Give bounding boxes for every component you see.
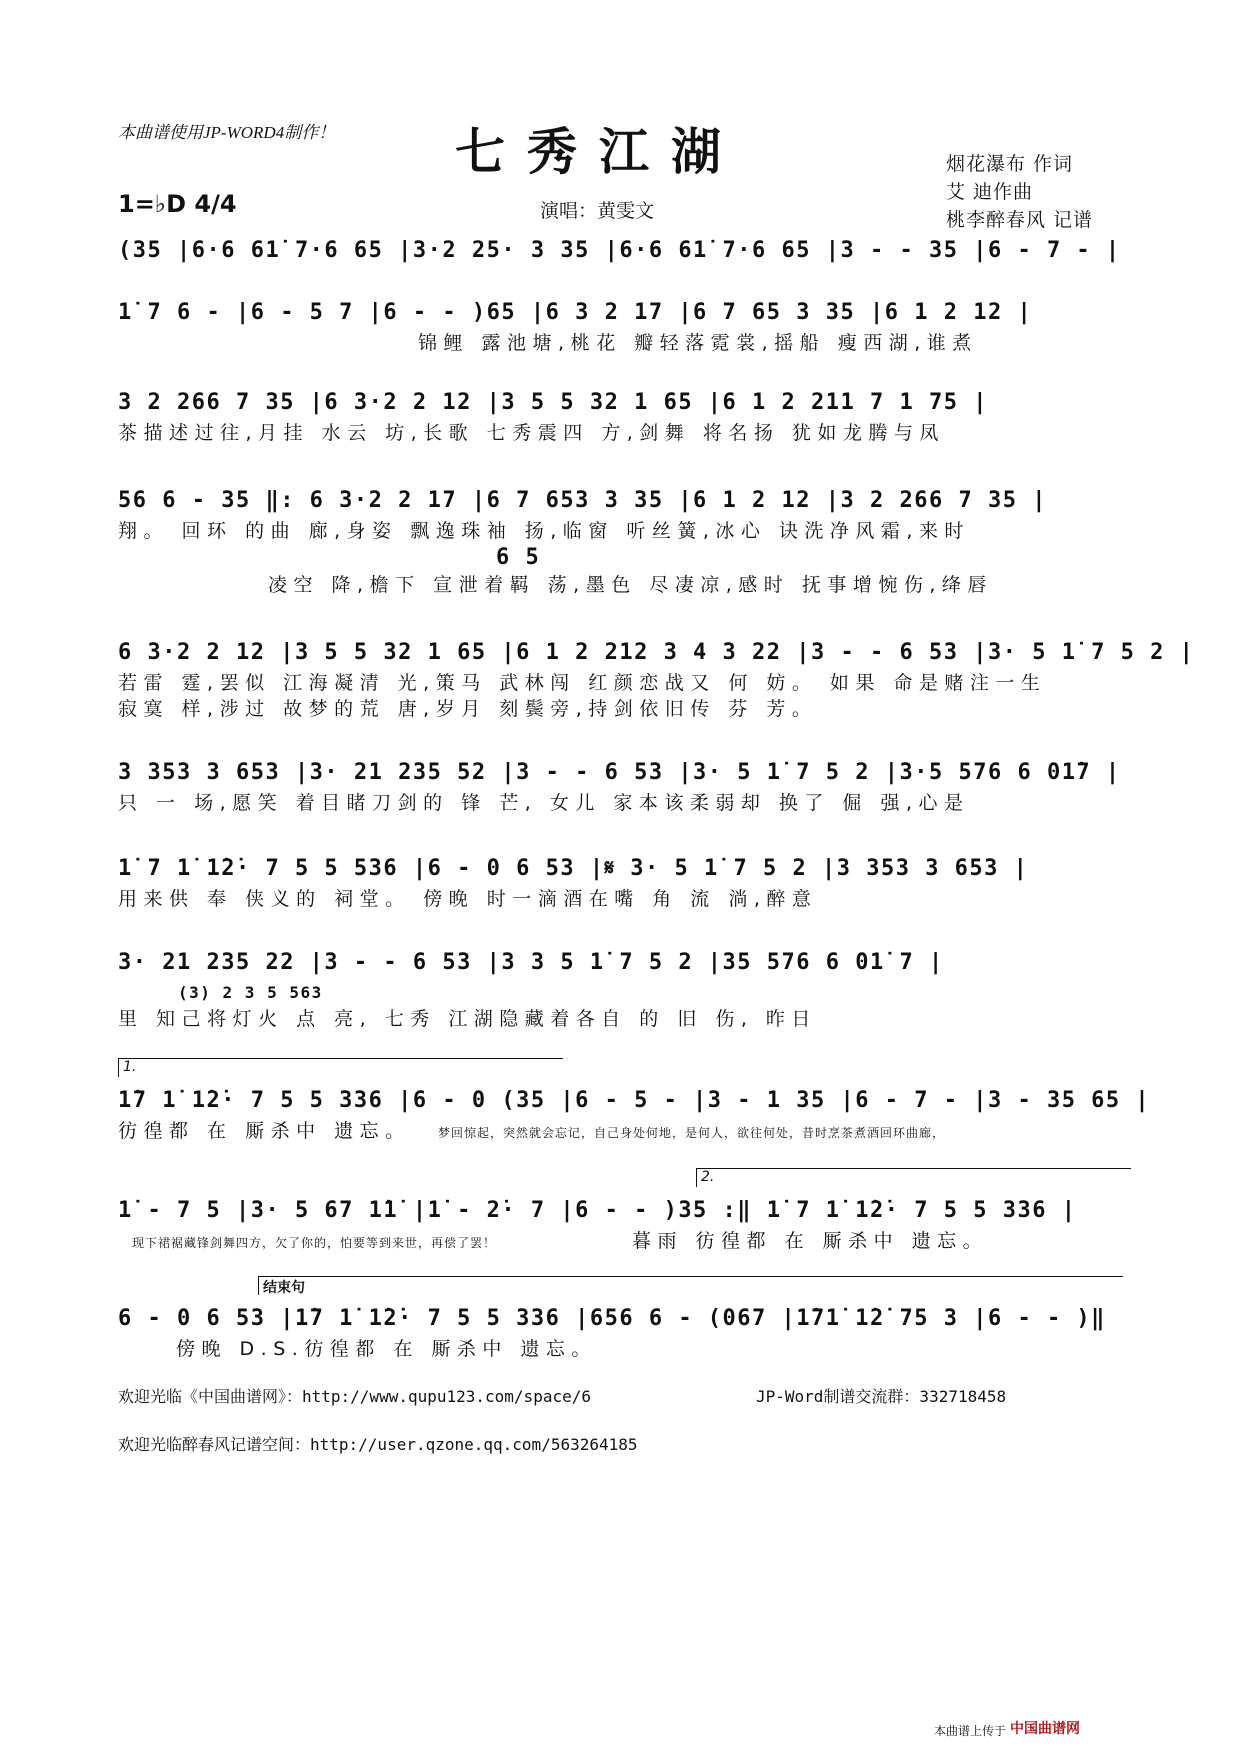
- melody-line: 1̇ 7 6 - |6 - 5 7 |6 - - )65 |6 3 2 17 |6 7 65 3 35 |6 1 2 12 |: [118, 300, 1033, 325]
- lyric-line: 彷徨都 在 厮杀中 遗忘。: [118, 1120, 411, 1142]
- melody-line: 1̇ 7 1̇ 1̇2̇· 7 5 5 536 |6 - 0 6 53 |𝄋 3· 5 1̇ 7 5 2 |3 353 3 653 |: [118, 856, 1029, 881]
- lyric-line: 若雷 霆,罢似 江海凝清 光,策马 武林闯 红颜恋战又 何 妨。 如果 命是赌注一生: [118, 672, 1047, 694]
- volta-label: 1.: [123, 1059, 137, 1075]
- lyric-line-verse-2: 寂寞 样,涉过 故梦的荒 唐,岁月 刻鬓旁,持剑依旧传 芬 芳。: [118, 698, 818, 720]
- volta-bracket-1: [118, 1058, 563, 1077]
- lyric-line: 傍晚 D.S.彷徨都 在 厮杀中 遗忘。: [176, 1338, 597, 1360]
- melody-line: 1̇7 1̇ 1̇2̇· 7 5 5 336 |6 - 0 (35 |6 - 5 - |3 - 1 35 |6 - 7 - |3 - 35 65 |: [118, 1088, 1151, 1113]
- made-with-note: 本曲谱使用JP-WORD4制作！: [118, 123, 336, 142]
- credit-composer: 艾 迪作曲: [946, 181, 1034, 203]
- credit-transcriber: 桃李醉春风 记谱: [946, 209, 1094, 231]
- melody-line: (35 |6·6 61̇ 7·6 65 |3·2 25· 3 35 |6·6 61̇ 7·6 65 |3 - - 35 |6 - 7 - |: [118, 238, 1121, 263]
- score-system-2: [118, 296, 1128, 356]
- melody-line: 3 2 266 7 35 |6 3·2 2 12 |3 5 5 32 1 65 |6 1 2 211 7 1 75 |: [118, 390, 988, 415]
- melody-line: 6 3·2 2 12 |3 5 5 32 1 65 |6 1 2 212 3 4 3 22 |3 - - 6 53 |3· 5 1̇ 7 5 2 |: [118, 640, 1195, 665]
- coda-label: 结束句: [263, 1280, 305, 1296]
- upload-note: 本曲谱上传于: [934, 1724, 1007, 1738]
- score-system-7: [118, 852, 1128, 912]
- credit-lyricist: 烟花瀑布 作词: [946, 153, 1074, 175]
- score-system-11: [118, 1278, 1128, 1362]
- key-signature: 1=♭D 4/4: [118, 190, 237, 218]
- score-system-1: [118, 234, 1128, 268]
- lyric-line: 翔。 回环 的曲 廊,身姿 飘逸珠袖 扬,临窗 听丝簧,冰心 诀洗净风霜,来时: [118, 520, 970, 542]
- lyric-line: 里 知己将灯火 点 亮, 七秀 江湖隐藏着各自 的 旧 伤, 昨日: [118, 1008, 817, 1030]
- score-system-4: [118, 484, 1128, 598]
- lyric-line: 锦鲤 露池塘,桃花 瓣轻落霓裳,摇船 瘦西湖,谁煮: [418, 332, 978, 354]
- melody-line: 56 6 - 35 ‖: 6 3·2 2 17 |6 7 653 3 35 |6 1 2 12 |3 2 266 7 35 |: [118, 488, 1047, 513]
- page-title: 七秀江湖: [455, 122, 743, 181]
- credits: [946, 150, 1093, 234]
- volta-bracket-2: [696, 1168, 1131, 1187]
- score-system-9: [118, 1059, 1151, 1146]
- score-system-6: [118, 756, 1128, 816]
- score-system-5: [118, 636, 1195, 722]
- alternate-melody: 6 5: [496, 545, 541, 570]
- melody-line: 1̇ - 7 5 |3· 5 67 1̇1̇ |1̇ - 2̇· 7 |6 - - )35 :‖ 1̇ 7 1̇ 1̇2̇· 7 5 5 336 |: [118, 1198, 1077, 1223]
- lyric-line: 暮雨 彷徨都 在 厮杀中 遗忘。: [632, 1230, 989, 1252]
- narration-text: 现下裙裾藏锋剑舞四方，欠了你的，怕要等到来世，再偿了罢！: [132, 1236, 497, 1250]
- lyric-line: 只 一 场,愿笑 着目睹刀剑的 锋 芒, 女儿 家本该柔弱却 换了 倔 强,心是: [118, 792, 970, 814]
- volta-label: 2.: [701, 1169, 715, 1185]
- singer: 演唱：黄雯文: [540, 200, 655, 222]
- footer-space-link[interactable]: 欢迎光临醉春风记谱空间：http://user.qzone.qq.com/563264185: [118, 1435, 638, 1454]
- footer-site-link[interactable]: 欢迎光临《中国曲谱网》：http://www.qupu123.com/space/6: [118, 1387, 591, 1406]
- score-system-3: [118, 386, 1128, 446]
- lyric-line: 用来供 奉 侠义的 祠堂。 傍晚 时一滴酒在嘴 角 流 淌,醉意: [118, 888, 818, 910]
- coda-bracket: [258, 1276, 1123, 1295]
- score-system-10: [118, 1170, 1128, 1256]
- narration-text: 梦回惊起，突然就会忘记，自己身处何地，是何人，欲往何处，昔时烹茶煮酒回环曲廊，: [438, 1126, 946, 1140]
- lyric-line-verse-2: 凌空 降,檐下 宣泄着羁 荡,墨色 尽凄凉,感时 抚事增惋伤,绛唇: [268, 574, 993, 596]
- lyric-line: 茶描述过往,月挂 水云 坊,长歌 七秀震四 方,剑舞 将名扬 犹如龙腾与凤: [118, 422, 945, 444]
- melody-line: 6 - 0 6 53 |1̇7 1̇ 1̇2̇· 7 5 5 336 |656 6 - (067 |1̇71̇ 1̇2̇ 75 3 |6 - - )‖: [118, 1306, 1106, 1331]
- footer-group-number: JP-Word制谱交流群：332718458: [756, 1387, 1007, 1406]
- brand-logo: 中国曲谱网: [1010, 1721, 1080, 1737]
- alternate-melody: (3) 2 3 5 563: [178, 983, 323, 1002]
- score-system-8: [118, 946, 1128, 1032]
- melody-line: 3 353 3 653 |3· 21 235 52 |3 - - 6 53 |3· 5 1̇ 7 5 2 |3·5 576 6 01̇7 |: [118, 760, 1121, 785]
- melody-line: 3· 21 235 22 |3 - - 6 53 |3 3 5 1̇ 7 5 2 |35 576 6 01̇ 7 |: [118, 950, 944, 975]
